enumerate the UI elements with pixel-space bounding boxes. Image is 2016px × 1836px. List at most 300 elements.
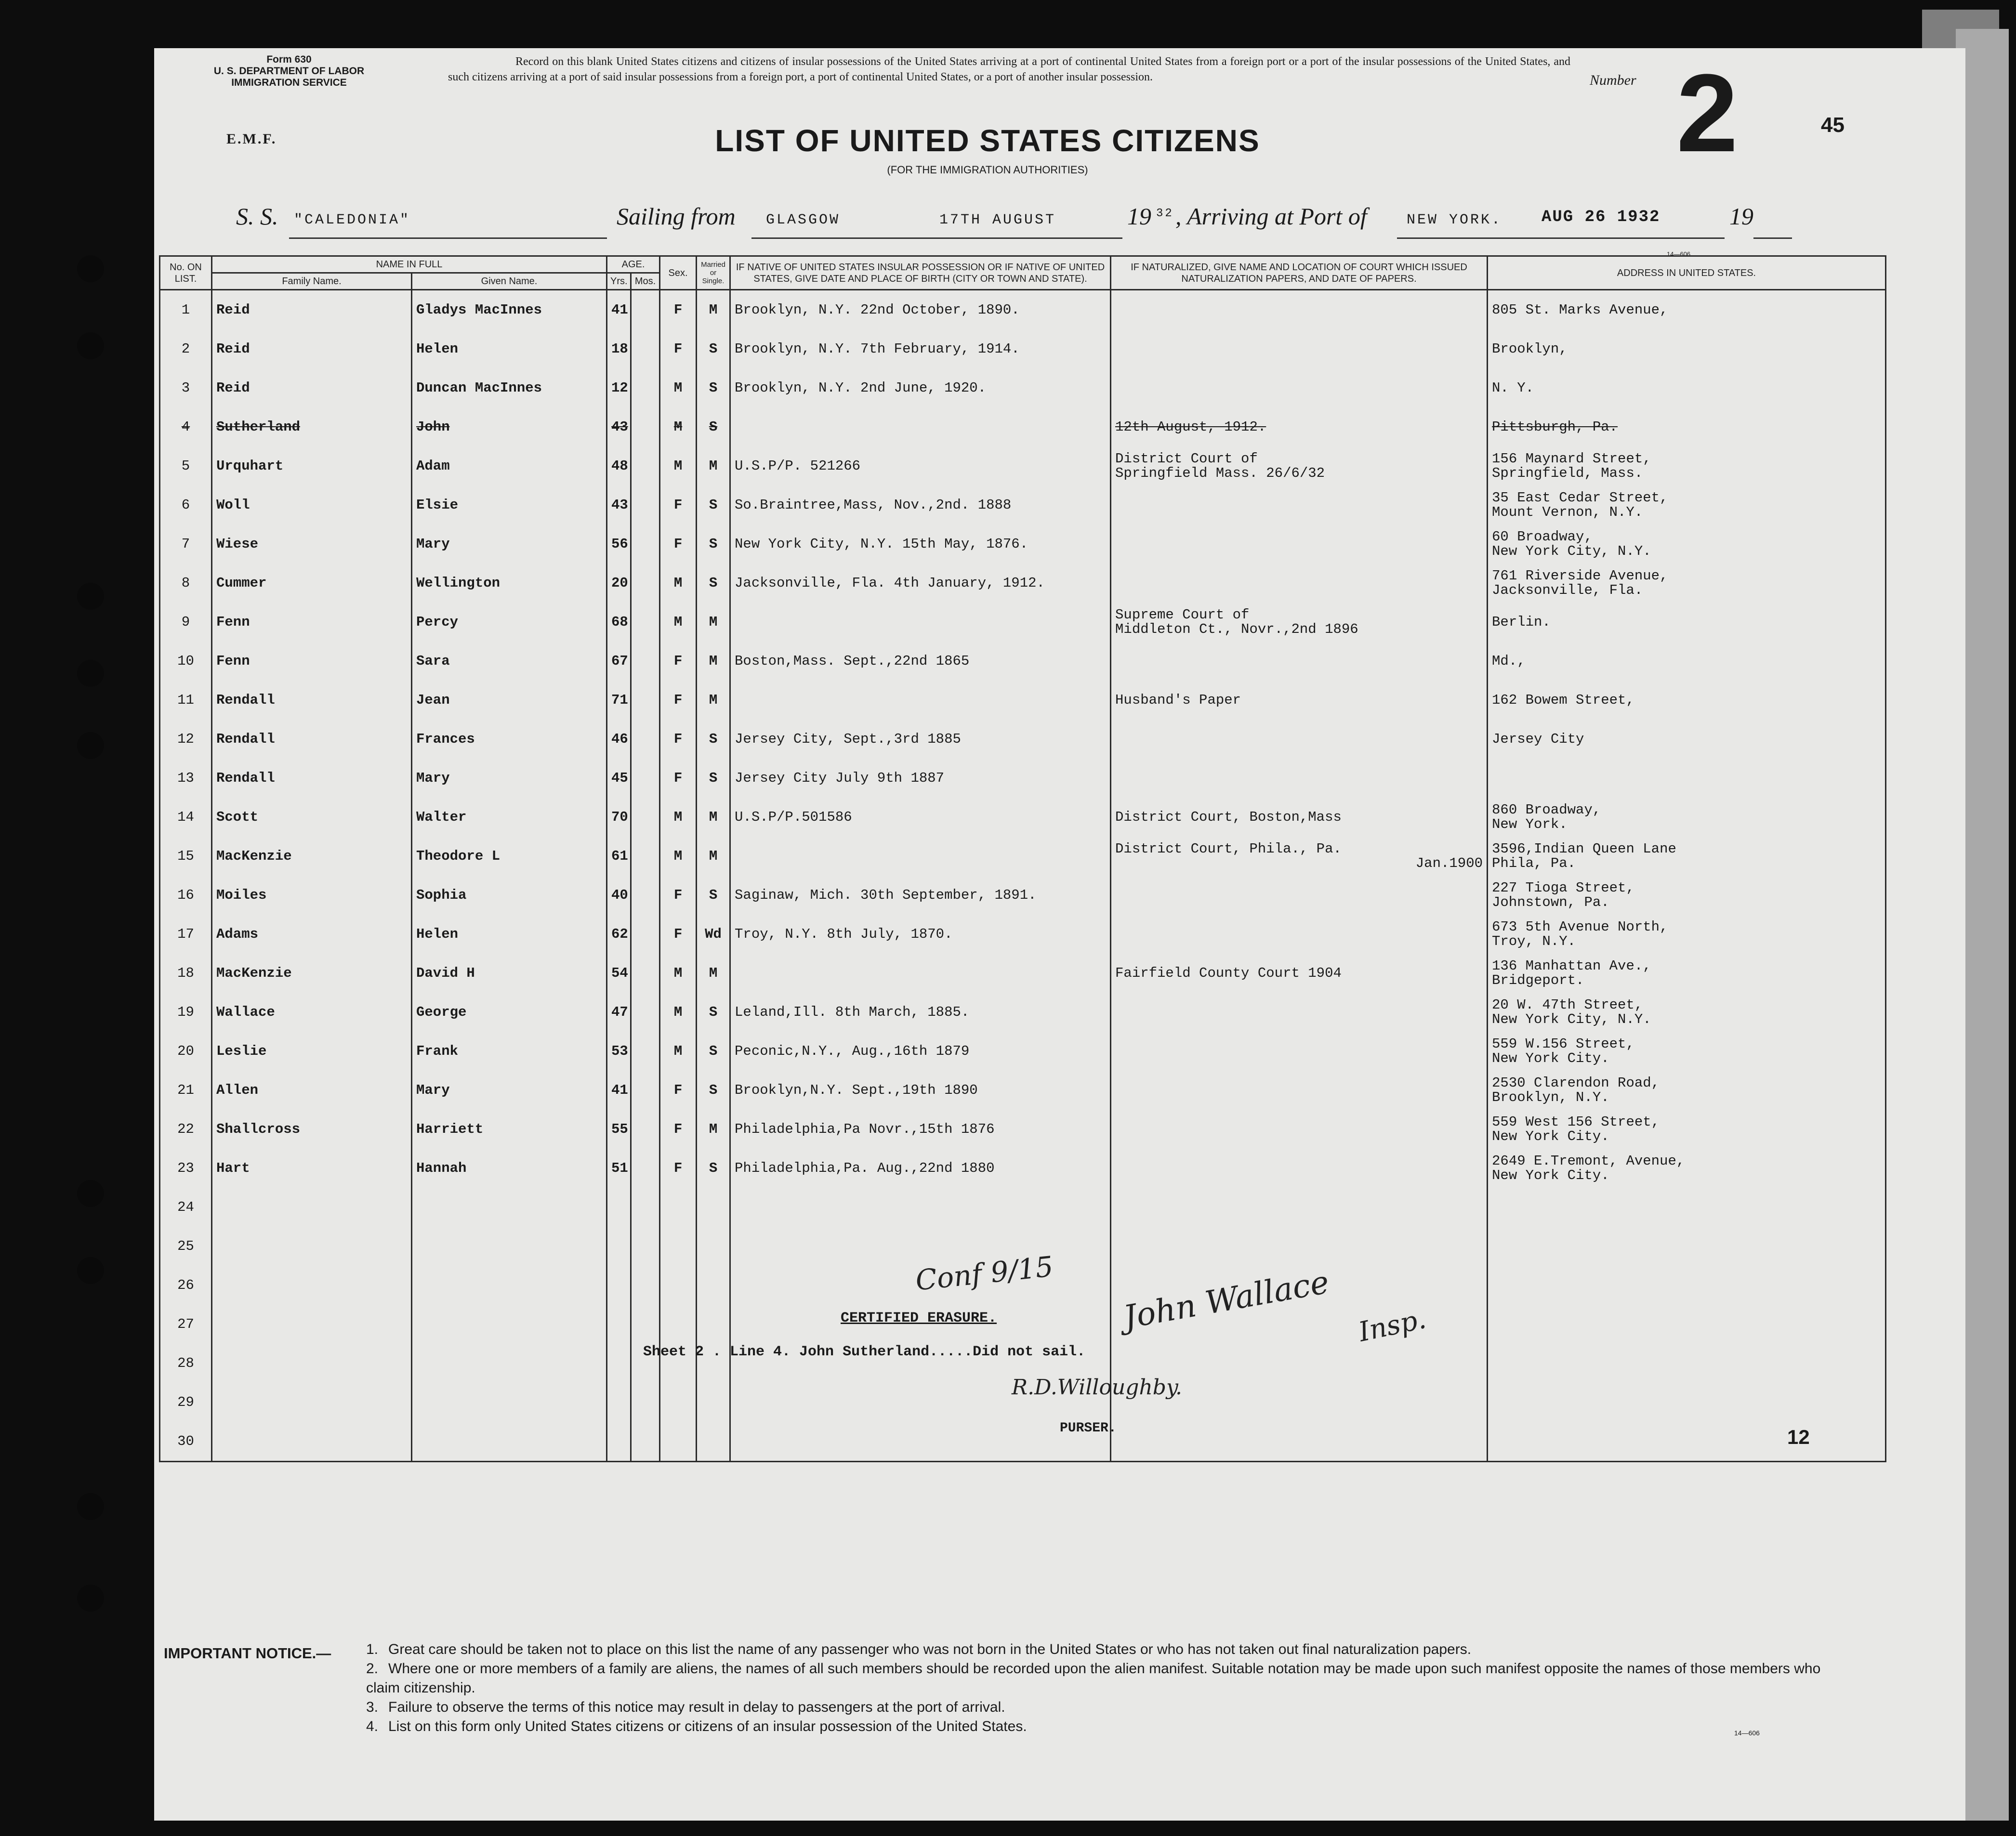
table-row bbox=[160, 329, 1886, 368]
purser-label: PURSER. bbox=[1060, 1421, 1117, 1436]
notice-item bbox=[366, 1717, 1826, 1736]
family-name bbox=[212, 1266, 412, 1305]
family-name: Leslie bbox=[212, 1032, 412, 1071]
age-months bbox=[631, 329, 660, 368]
row-number: 5 bbox=[160, 446, 212, 485]
notice-label: IMPORTANT NOTICE.— bbox=[164, 1645, 331, 1662]
address-line: Johnstown, Pa. bbox=[1492, 894, 1609, 910]
sex bbox=[660, 1227, 697, 1266]
sex: M bbox=[660, 446, 697, 485]
binder-hole bbox=[77, 255, 104, 282]
naturalization bbox=[1111, 446, 1488, 485]
address bbox=[1488, 993, 1886, 1032]
binder-hole bbox=[77, 1180, 104, 1207]
family-name: Reid bbox=[212, 290, 412, 330]
address bbox=[1488, 525, 1886, 564]
age-years bbox=[607, 1422, 631, 1462]
family-name: Reid bbox=[212, 329, 412, 368]
birth-info: Philadelphia,Pa Novr.,15th 1876 bbox=[730, 1110, 1111, 1149]
family-name: Shallcross bbox=[212, 1110, 412, 1149]
row-number: 14 bbox=[160, 798, 212, 837]
address-line: Bridgeport. bbox=[1492, 972, 1584, 988]
row-number: 26 bbox=[160, 1266, 212, 1305]
table-row bbox=[160, 290, 1886, 330]
arrival-date-stamp: AUG 26 1932 bbox=[1542, 208, 1660, 226]
binder-hole bbox=[77, 1257, 104, 1284]
family-name: Rendall bbox=[212, 681, 412, 720]
notice-item bbox=[366, 1640, 1826, 1659]
notice-item-number: 3. bbox=[366, 1699, 379, 1715]
family-name bbox=[212, 1344, 412, 1383]
family-name bbox=[212, 1305, 412, 1344]
birth-info: Boston,Mass. Sept.,22nd 1865 bbox=[730, 642, 1111, 681]
naturalization bbox=[1111, 485, 1488, 525]
row-number: 27 bbox=[160, 1305, 212, 1344]
naturalization-line: Middleton Ct., Novr.,2nd 1896 bbox=[1115, 621, 1358, 637]
binder-hole bbox=[77, 732, 104, 759]
marital-status: M bbox=[697, 798, 730, 837]
naturalization bbox=[1111, 837, 1488, 876]
birth-info: Brooklyn, N.Y. 22nd October, 1890. bbox=[730, 290, 1111, 330]
address bbox=[1488, 1344, 1886, 1383]
address bbox=[1488, 603, 1886, 642]
row-number: 1 bbox=[160, 290, 212, 330]
naturalization bbox=[1111, 525, 1488, 564]
age-years: 18 bbox=[607, 329, 631, 368]
address-line: New York City. bbox=[1492, 1128, 1609, 1144]
col-yrs: Yrs. bbox=[607, 273, 631, 290]
given-name bbox=[412, 1305, 607, 1344]
address-line: New York. bbox=[1492, 816, 1568, 832]
sex: F bbox=[660, 915, 697, 954]
marital-status: S bbox=[697, 1149, 730, 1188]
address-line: New York City, N.Y. bbox=[1492, 543, 1651, 559]
sex: M bbox=[660, 368, 697, 407]
marital-status: S bbox=[697, 1032, 730, 1071]
marital-status: S bbox=[697, 1071, 730, 1110]
col-native: IF NATIVE OF UNITED STATES INSULAR POSSESSION OR IF NATIVE OF UNITED STATES, GIVE DATE AND PLACE OF BIRTH (CITY OR TOWN AND STATE). bbox=[730, 256, 1111, 290]
given-name: Frank bbox=[412, 1032, 607, 1071]
given-name bbox=[412, 1227, 607, 1266]
margin-number: 12 bbox=[1787, 1426, 1810, 1448]
sex bbox=[660, 1422, 697, 1462]
sex: M bbox=[660, 603, 697, 642]
family-name: Cummer bbox=[212, 564, 412, 603]
sex: F bbox=[660, 876, 697, 915]
address bbox=[1488, 1032, 1886, 1071]
col-married: Married or Single. bbox=[697, 256, 730, 290]
table-row bbox=[160, 720, 1886, 759]
row-number: 10 bbox=[160, 642, 212, 681]
age-months bbox=[631, 1188, 660, 1227]
given-name: George bbox=[412, 993, 607, 1032]
address-line: 60 Broadway, bbox=[1492, 528, 1593, 545]
marital-status: M bbox=[697, 603, 730, 642]
table-row bbox=[160, 485, 1886, 525]
age-years: 71 bbox=[607, 681, 631, 720]
address-line: Springfield, Mass. bbox=[1492, 465, 1643, 481]
row-number: 9 bbox=[160, 603, 212, 642]
given-name: Gladys MacInnes bbox=[412, 290, 607, 330]
birth-info bbox=[730, 603, 1111, 642]
marital-status: Wd bbox=[697, 915, 730, 954]
year-prefix: 19 bbox=[1127, 203, 1151, 230]
naturalization bbox=[1111, 1188, 1488, 1227]
marital-status: S bbox=[697, 876, 730, 915]
age-years: 51 bbox=[607, 1149, 631, 1188]
birth-info bbox=[730, 1188, 1111, 1227]
table-row bbox=[160, 759, 1886, 798]
naturalization bbox=[1111, 407, 1488, 446]
family-name bbox=[212, 1422, 412, 1462]
birth-info: Philadelphia,Pa. Aug.,22nd 1880 bbox=[730, 1149, 1111, 1188]
underline bbox=[751, 237, 1122, 239]
address-line: New York City. bbox=[1492, 1050, 1609, 1066]
given-name bbox=[412, 1383, 607, 1422]
age-years: 20 bbox=[607, 564, 631, 603]
page-title: LIST OF UNITED STATES CITIZENS bbox=[715, 123, 1260, 158]
address bbox=[1488, 368, 1886, 407]
address bbox=[1488, 915, 1886, 954]
given-name bbox=[412, 1188, 607, 1227]
birth-info: Troy, N.Y. 8th July, 1870. bbox=[730, 915, 1111, 954]
age-months bbox=[631, 1110, 660, 1149]
table-row bbox=[160, 993, 1886, 1032]
given-name: Hannah bbox=[412, 1149, 607, 1188]
family-name: Fenn bbox=[212, 603, 412, 642]
marital-status: S bbox=[697, 407, 730, 446]
col-sex: Sex. bbox=[660, 256, 697, 290]
row-number: 2 bbox=[160, 329, 212, 368]
age-years: 68 bbox=[607, 603, 631, 642]
address-line: 559 West 156 Street, bbox=[1492, 1114, 1660, 1130]
age-months bbox=[631, 1383, 660, 1422]
family-name: Woll bbox=[212, 485, 412, 525]
sailing-date: 17TH AUGUST bbox=[939, 212, 1056, 228]
sex: F bbox=[660, 642, 697, 681]
binder-hole bbox=[77, 660, 104, 687]
departure-port: GLASGOW bbox=[766, 212, 841, 228]
naturalization bbox=[1111, 603, 1488, 642]
age-months bbox=[631, 1266, 660, 1305]
age-years bbox=[607, 1266, 631, 1305]
address-line: Berlin. bbox=[1492, 614, 1551, 630]
address bbox=[1488, 485, 1886, 525]
age-months bbox=[631, 798, 660, 837]
table-row bbox=[160, 564, 1886, 603]
age-months bbox=[631, 368, 660, 407]
naturalization-line: Springfield Mass. 26/6/32 bbox=[1115, 465, 1325, 481]
address bbox=[1488, 1071, 1886, 1110]
address-line: New York City. bbox=[1492, 1167, 1609, 1183]
address bbox=[1488, 1383, 1886, 1422]
table-row bbox=[160, 1032, 1886, 1071]
age-months bbox=[631, 915, 660, 954]
birth-info bbox=[730, 837, 1111, 876]
sex bbox=[660, 1266, 697, 1305]
address-line: 2649 E.Tremont, Avenue, bbox=[1492, 1153, 1685, 1169]
binder-hole bbox=[77, 583, 104, 610]
row-number: 28 bbox=[160, 1344, 212, 1383]
given-name: John bbox=[412, 407, 607, 446]
age-years: 40 bbox=[607, 876, 631, 915]
address bbox=[1488, 329, 1886, 368]
row-number: 6 bbox=[160, 485, 212, 525]
sex: M bbox=[660, 1032, 697, 1071]
marital-status: S bbox=[697, 485, 730, 525]
birth-info: Jersey City July 9th 1887 bbox=[730, 759, 1111, 798]
address bbox=[1488, 1188, 1886, 1227]
address-line: Mount Vernon, N.Y. bbox=[1492, 504, 1643, 520]
naturalization bbox=[1111, 1422, 1488, 1462]
naturalization bbox=[1111, 564, 1488, 603]
col-family: Family Name. bbox=[212, 273, 412, 290]
address bbox=[1488, 876, 1886, 915]
marital-status: S bbox=[697, 759, 730, 798]
address bbox=[1488, 837, 1886, 876]
naturalization bbox=[1111, 798, 1488, 837]
table-row bbox=[160, 368, 1886, 407]
age-months bbox=[631, 837, 660, 876]
age-months bbox=[631, 876, 660, 915]
birth-info: Peconic,N.Y., Aug.,16th 1879 bbox=[730, 1032, 1111, 1071]
birth-info: Jacksonville, Fla. 4th January, 1912. bbox=[730, 564, 1111, 603]
naturalization bbox=[1111, 876, 1488, 915]
address-line: Jersey City bbox=[1492, 731, 1584, 747]
table-row bbox=[160, 1110, 1886, 1149]
age-months bbox=[631, 603, 660, 642]
given-name: Jean bbox=[412, 681, 607, 720]
address-line: Pittsburgh, Pa. bbox=[1492, 419, 1618, 435]
marital-status: M bbox=[697, 837, 730, 876]
given-name: Sophia bbox=[412, 876, 607, 915]
age-months bbox=[631, 720, 660, 759]
col-age-group: AGE. bbox=[607, 256, 660, 273]
handwritten-initials: Conf 9/15 bbox=[914, 1250, 1055, 1297]
age-months bbox=[631, 1422, 660, 1462]
row-number: 24 bbox=[160, 1188, 212, 1227]
given-name bbox=[412, 1266, 607, 1305]
address-line: 761 Riverside Avenue, bbox=[1492, 567, 1668, 584]
sex: M bbox=[660, 798, 697, 837]
age-months bbox=[631, 759, 660, 798]
age-years: 48 bbox=[607, 446, 631, 485]
header-row bbox=[160, 256, 1886, 273]
address bbox=[1488, 1149, 1886, 1188]
marital-status: S bbox=[697, 564, 730, 603]
birth-info: Brooklyn, N.Y. 7th February, 1914. bbox=[730, 329, 1111, 368]
inspector-role: Insp. bbox=[1356, 1303, 1429, 1348]
age-years: 45 bbox=[607, 759, 631, 798]
address-line: 35 East Cedar Street, bbox=[1492, 489, 1668, 506]
address-line: 805 St. Marks Avenue, bbox=[1492, 302, 1668, 318]
notice-item-text: Great care should be taken not to place on this list the name of any passenger who was not born in the United States or who has not taken out final naturalization papers. bbox=[388, 1641, 1472, 1657]
family-name: Hart bbox=[212, 1149, 412, 1188]
age-years: 43 bbox=[607, 407, 631, 446]
birth-info: U.S.P/P. 521266 bbox=[730, 446, 1111, 485]
given-name: Theodore L bbox=[412, 837, 607, 876]
age-months bbox=[631, 485, 660, 525]
age-months bbox=[631, 446, 660, 485]
address-line: Brooklyn, N.Y. bbox=[1492, 1089, 1609, 1105]
family-name: MacKenzie bbox=[212, 954, 412, 993]
marital-status bbox=[697, 1422, 730, 1462]
age-months bbox=[631, 1305, 660, 1344]
age-months bbox=[631, 1032, 660, 1071]
age-years: 55 bbox=[607, 1110, 631, 1149]
sex: M bbox=[660, 564, 697, 603]
row-number: 11 bbox=[160, 681, 212, 720]
given-name: Helen bbox=[412, 915, 607, 954]
sex bbox=[660, 1305, 697, 1344]
sex: M bbox=[660, 407, 697, 446]
given-name bbox=[412, 1344, 607, 1383]
family-name bbox=[212, 1383, 412, 1422]
form-instructions: Record on this blank United States citizens and citizens of insular possessions of the United States arriving at a port of continental United States from a foreign port or a port of the insular possessions of the United States, and such citizens arriving at a port of said insular possessions from a foreign port, a port of continental United States, or a port of another insular possession. bbox=[448, 55, 1570, 83]
list-number: 2 bbox=[1676, 51, 1738, 175]
age-years: 46 bbox=[607, 720, 631, 759]
marital-status bbox=[697, 1227, 730, 1266]
naturalization-line: 12th August, 1912. bbox=[1115, 419, 1266, 435]
age-years bbox=[607, 1383, 631, 1422]
marital-status bbox=[697, 1266, 730, 1305]
naturalization bbox=[1111, 1149, 1488, 1188]
table-row bbox=[160, 1305, 1886, 1344]
age-months bbox=[631, 642, 660, 681]
given-name: Mary bbox=[412, 525, 607, 564]
address-line: Brooklyn, bbox=[1492, 341, 1568, 357]
marital-status: M bbox=[697, 446, 730, 485]
naturalization-line: District Court, Phila., Pa. bbox=[1115, 840, 1342, 857]
naturalization-line: District Court of bbox=[1115, 450, 1258, 467]
address bbox=[1488, 1110, 1886, 1149]
given-name: Adam bbox=[412, 446, 607, 485]
col-no: No. ON LIST. bbox=[160, 256, 212, 290]
birth-info: U.S.P/P.501586 bbox=[730, 798, 1111, 837]
table-row bbox=[160, 681, 1886, 720]
address-line: Phila, Pa. bbox=[1492, 855, 1576, 871]
form-number: Form 630 bbox=[266, 54, 312, 65]
address-line: 162 Bowem Street, bbox=[1492, 692, 1634, 708]
table-row bbox=[160, 876, 1886, 915]
marital-status bbox=[697, 1305, 730, 1344]
age-months bbox=[631, 290, 660, 330]
address-line: 3596,Indian Queen Lane bbox=[1492, 840, 1676, 857]
address-line: 156 Maynard Street, bbox=[1492, 450, 1651, 467]
naturalization bbox=[1111, 1227, 1488, 1266]
row-number: 23 bbox=[160, 1149, 212, 1188]
birth-info bbox=[730, 407, 1111, 446]
row-number: 16 bbox=[160, 876, 212, 915]
family-name: Allen bbox=[212, 1071, 412, 1110]
marital-status: S bbox=[697, 329, 730, 368]
row-number: 13 bbox=[160, 759, 212, 798]
marital-status: M bbox=[697, 954, 730, 993]
address-line: Jacksonville, Fla. bbox=[1492, 582, 1643, 598]
ship-name: "CALEDONIA" bbox=[294, 212, 411, 228]
sex: F bbox=[660, 720, 697, 759]
marital-status: S bbox=[697, 525, 730, 564]
table-row bbox=[160, 603, 1886, 642]
address-line: 136 Manhattan Ave., bbox=[1492, 957, 1651, 974]
address-line: 673 5th Avenue North, bbox=[1492, 918, 1668, 935]
binder-hole bbox=[77, 1585, 104, 1612]
naturalization bbox=[1111, 681, 1488, 720]
given-name: Duncan MacInnes bbox=[412, 368, 607, 407]
row-number: 4 bbox=[160, 407, 212, 446]
inspector-signature: John Wallace bbox=[1120, 1263, 1332, 1336]
naturalization bbox=[1111, 1071, 1488, 1110]
birth-info: Saginaw, Mich. 30th September, 1891. bbox=[730, 876, 1111, 915]
birth-info: So.Braintree,Mass, Nov.,2nd. 1888 bbox=[730, 485, 1111, 525]
sex: F bbox=[660, 290, 697, 330]
address-line: New York City, N.Y. bbox=[1492, 1011, 1651, 1027]
naturalization bbox=[1111, 368, 1488, 407]
sex: F bbox=[660, 1110, 697, 1149]
underline bbox=[1753, 237, 1792, 239]
arriving-label: , Arriving at Port of bbox=[1175, 203, 1367, 230]
marital-status: M bbox=[697, 642, 730, 681]
underline bbox=[1397, 237, 1725, 239]
address-line: 2530 Clarendon Road, bbox=[1492, 1075, 1660, 1091]
notice-item-number: 2. bbox=[366, 1661, 379, 1677]
age-months bbox=[631, 1071, 660, 1110]
birth-info bbox=[730, 681, 1111, 720]
marital-status: M bbox=[697, 1110, 730, 1149]
family-name: Urquhart bbox=[212, 446, 412, 485]
address bbox=[1488, 759, 1886, 798]
address bbox=[1488, 564, 1886, 603]
address bbox=[1488, 1227, 1886, 1266]
ss-label: S. S. bbox=[236, 203, 278, 230]
age-years: 56 bbox=[607, 525, 631, 564]
underline bbox=[289, 237, 607, 239]
notice-item bbox=[366, 1698, 1826, 1717]
birth-info: New York City, N.Y. 15th May, 1876. bbox=[730, 525, 1111, 564]
col-mos: Mos. bbox=[631, 273, 660, 290]
erasure-heading: CERTIFIED ERASURE. bbox=[841, 1310, 997, 1326]
family-name: Wiese bbox=[212, 525, 412, 564]
family-name: MacKenzie bbox=[212, 837, 412, 876]
given-name: Frances bbox=[412, 720, 607, 759]
row-number: 22 bbox=[160, 1110, 212, 1149]
naturalization bbox=[1111, 720, 1488, 759]
notice-item-number: 4. bbox=[366, 1718, 379, 1734]
address-line: 559 W.156 Street, bbox=[1492, 1036, 1634, 1052]
family-name: Rendall bbox=[212, 720, 412, 759]
family-name: Fenn bbox=[212, 642, 412, 681]
given-name bbox=[412, 1422, 607, 1462]
address bbox=[1488, 1422, 1886, 1462]
table-row bbox=[160, 525, 1886, 564]
arrival-port: NEW YORK. bbox=[1407, 212, 1502, 228]
family-name: Wallace bbox=[212, 993, 412, 1032]
birth-info: Brooklyn, N.Y. 2nd June, 1920. bbox=[730, 368, 1111, 407]
given-name: Elsie bbox=[412, 485, 607, 525]
marital-status bbox=[697, 1188, 730, 1227]
address bbox=[1488, 720, 1886, 759]
age-years: 47 bbox=[607, 993, 631, 1032]
address-line: 860 Broadway, bbox=[1492, 801, 1601, 818]
row-number: 12 bbox=[160, 720, 212, 759]
address-line: N. Y. bbox=[1492, 380, 1534, 396]
sex bbox=[660, 1383, 697, 1422]
given-name: Harriett bbox=[412, 1110, 607, 1149]
address-line: 227 Tioga Street, bbox=[1492, 879, 1634, 896]
family-name: Reid bbox=[212, 368, 412, 407]
row-number: 29 bbox=[160, 1383, 212, 1422]
address-line: Md., bbox=[1492, 653, 1526, 669]
